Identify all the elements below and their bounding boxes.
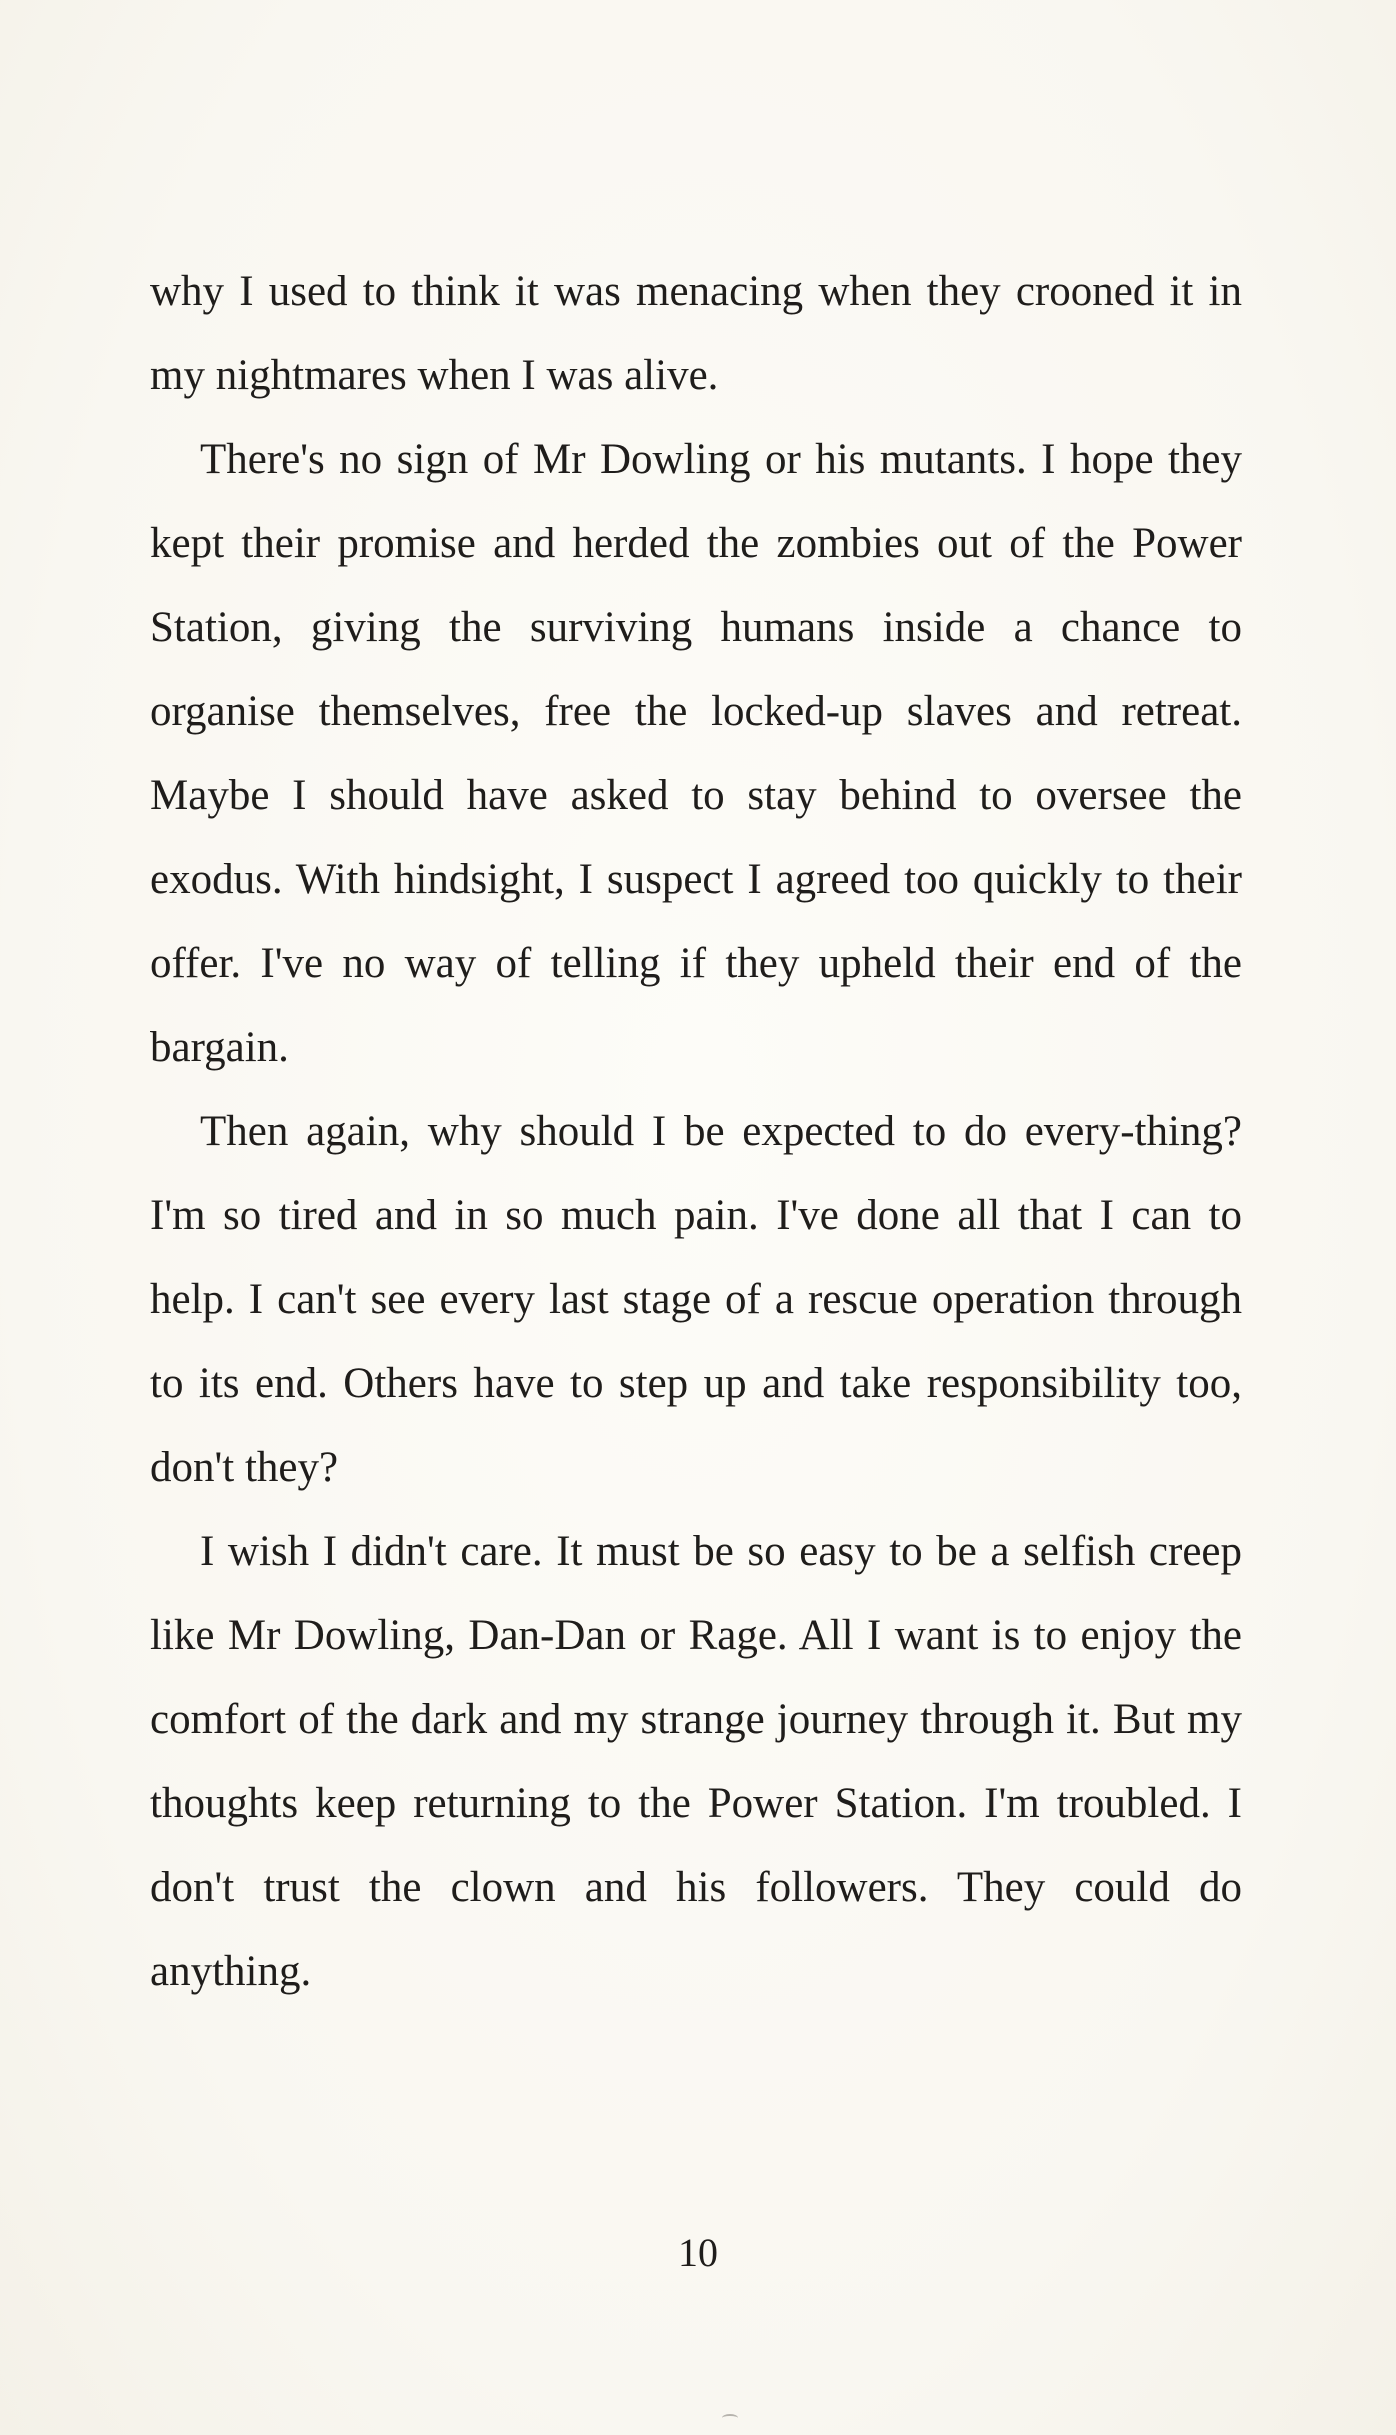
paragraph-1: why I used to think it was menacing when they crooned it in my nightmares when I was alive.: [150, 268, 1242, 399]
paragraph-4: I wish I didn't care. It must be so easy to be a selfish creep like Mr Dowling, Dan-Dan or Rage. All I want is to enjoy the comfort of the dark and my strange journey through it. But my thoughts keep returning to the Power Station. I'm troubled. I don't trust the clown and his followers. They could do anything.: [150, 1528, 1242, 1995]
paragraph-3: Then again, why should I be expected to do every-thing? I'm so tired and in so much pain. I've done all that I can to help. I can't see every last stage of a rescue operation through to its end. Others have to step up and take responsibility too, don't they?: [150, 1108, 1242, 1491]
page-number: 10: [678, 2230, 718, 2275]
paragraph-2: There's no sign of Mr Dowling or his mutants. I hope they kept their promise and herded the zombies out of the Power Station, giving the surviving humans inside a chance to organise themselves, free the locked-up slaves and retreat. Maybe I should have asked to stay behind to oversee the exodus. With hindsight, I suspect I agreed too quickly to their offer. I've no way of telling if they upheld their end of the bargain.: [150, 436, 1242, 1071]
body-text: [150, 250, 1242, 2014]
paper-speck-mark: [722, 2414, 738, 2422]
